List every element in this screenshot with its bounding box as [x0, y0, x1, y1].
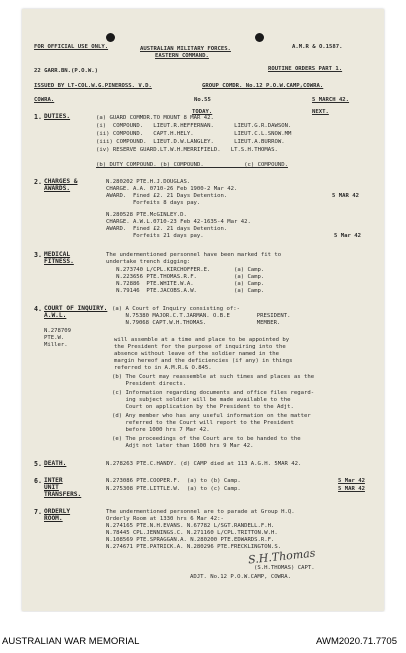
orderly-line: Orderly Room at 1330 hrs 6 Mar 42:-: [106, 516, 224, 522]
charge-line: Forfeits 8 days pay.: [106, 200, 201, 206]
charge-line: CHARGE. A.W.L.0710-23 Feb 42-1635-4 Mar 42.: [106, 219, 251, 225]
section-title-charges: CHARGES &: [44, 178, 78, 185]
inquiry-line: margin hereof and the deficiencies (if any) in things: [114, 358, 293, 364]
inquiry-line: (d) Any member who has any useful information on the matter: [112, 413, 311, 419]
duty-line: (b) DUTY COMPOUND. (b) COMPOUND. (c) COMPOUND.: [96, 162, 288, 168]
unit-name: 22 GARR.BN.(P.O.W.): [34, 68, 98, 74]
document-page: [22, 9, 384, 611]
section-title-room: ROOM.: [44, 515, 63, 522]
section-number: 4.: [34, 305, 42, 313]
duty-line: (i) COMPOUND. LIEUT.R.HEFFERNAN. LIEUT.G.R.DAWSON.: [96, 123, 292, 129]
inquiry-line: (c) Information regarding documents and office files regard-: [112, 390, 315, 396]
inquiry-line: N.75380 MAJOR.C.T.JARMAN. O.B.E PRESIDENT.: [112, 313, 291, 319]
medical-line: N.223656 PTE.THOMAS.R.F. (a) Camp.: [106, 274, 265, 280]
inquiry-line: absence without leave of the soldier named in the: [114, 351, 280, 357]
inquiry-line: will assemble at a time and place to be appointed by: [114, 337, 290, 343]
inquiry-line: before 1000 hrs 7 Mar 42.: [112, 427, 210, 433]
section-number: 5.: [34, 460, 42, 468]
orderly-line: N.78445 CPL.JENNINGS.C. N.271160 L/CPL.TRITTON.W.H.: [106, 530, 278, 536]
duty-line: (iii) COMPOUND. LIEUT.D.W.LANGLEY. LIEUT.A.BURROW.: [96, 139, 285, 145]
transfer-line: N.275308 PTE.LITTLE.W. (a) to (c) Camp.: [106, 486, 241, 492]
column-next: NEXT.: [312, 109, 329, 115]
stamp-date: 5 Mar 42: [334, 233, 361, 239]
charge-line: AWARD. Fined £2. 21 days Detention.: [106, 226, 228, 232]
soldier-name: Miller.: [44, 342, 68, 348]
charge-line: AWARD. Fined £2. 21 Days Detention.: [106, 193, 228, 199]
charge-line: CHARGE. A.A. 0710-26 Feb 1900-2 Mar 42.: [106, 186, 238, 192]
transfer-line: N.273086 PTE.COOPER.F. (a) to (b) Camp.: [106, 478, 241, 484]
charge-line: Forfeits 21 days pay.: [106, 233, 204, 239]
charge-line: N.280528 PTE.McGINLEY.D.: [106, 212, 187, 218]
stamp-date: 5 MAR 42: [332, 193, 359, 199]
footer-institution: AUSTRALIAN WAR MEMORIAL: [2, 636, 140, 647]
order-date: 5 MARCH 42.: [312, 97, 350, 103]
section-number: 7.: [34, 508, 42, 516]
section-title-orderly: ORDERLY: [44, 508, 71, 515]
death-line: N.278263 PTE.C.HANDY. (d) CAMP died at 113 A.G.H. 5MAR 42.: [106, 461, 302, 467]
duty-line: (ii) COMPOUND. CAPT.H.HELY. LIEUT.C.L.SNOW.MM: [96, 131, 292, 137]
footer-accession-number: AWM2020.71.7705: [316, 636, 397, 647]
medical-line: undertake trench digging:: [106, 259, 191, 265]
orderly-line: N.108569 PTE.SPRAGGAN.A. N.280200 PTE.EDWARDS.R.F.: [106, 537, 275, 543]
punch-hole-icon: [106, 33, 115, 42]
inquiry-line: Court on application by the President to the Adjt.: [112, 404, 294, 410]
section-number: 3.: [34, 251, 42, 259]
section-number: 2.: [34, 178, 42, 186]
inquiry-line: President directs.: [112, 381, 187, 387]
signatory-title: ADJT. No.12 P.O.W.CAMP, COWRA.: [190, 574, 292, 580]
orderly-line: N.274671 PTE.PATRICK.A. N.280296 PTE.FRECKLINGTON.S.: [106, 544, 282, 550]
classification: FOR OFFICIAL USE ONLY.: [34, 44, 109, 50]
inquiry-line: Adjt not later than 1600 hrs 9 Mar 42.: [112, 443, 254, 449]
section-title-transfers: TRANSFERS.: [44, 491, 82, 498]
stamp-date: 5 MAR 42: [338, 486, 365, 492]
force-title: AUSTRALIAN MILITARY FORCES.: [140, 46, 231, 52]
inquiry-line: referred to in A.M.R.& O.845.: [114, 365, 212, 371]
section-title-awl: A.W.L.: [44, 312, 67, 319]
inquiry-line: ing subject soldier will be made available to the: [112, 397, 291, 403]
orderly-line: The undermentioned personnel are to parade at Group H.Q.: [106, 509, 295, 515]
section-number: 1.: [34, 113, 42, 121]
section-title-medical: MEDICAL: [44, 251, 71, 258]
inquiry-line: (a) A Court of Inquiry consisting of:-: [112, 306, 240, 312]
soldier-number: N.278709: [44, 328, 71, 334]
section-title-awards: AWARDS.: [44, 185, 71, 192]
section-title-inquiry: COURT OF INQUIRY.: [44, 305, 108, 312]
orderly-line: N.274165 PTE.N.H.EVANS. N.67782 L/SGT.RANDELL.F.H.: [106, 523, 275, 529]
inquiry-line: (b) The Court may reassemble at such times and places as the: [112, 374, 315, 380]
order-number: No.55: [194, 97, 211, 103]
duty-line: (a) GUARD COMMDR.TO MOUNT 8 MAR 42.: [96, 115, 214, 121]
section-title-death: DEATH.: [44, 460, 67, 467]
section-title-inter: INTER: [44, 477, 63, 484]
inquiry-line: (e) The proceedings of the Court are to be handed to the: [112, 436, 301, 442]
inquiry-line: the President for the purpose of inquiring into the: [114, 344, 286, 350]
medical-line: N.72886 PTE.WHITE.W.A. (a) Camp.: [106, 281, 265, 287]
medical-line: N.273740 L/CPL.KIRCHOFFER.E. (a) Camp.: [106, 267, 265, 273]
inquiry-line: N.79068 CAPT.W.H.THOMAS. MEMBER.: [112, 320, 281, 326]
duty-line: (iv) RESERVE GUARD.LT.W.H.MERRIFIELD. LT.S.H.THOMAS.: [96, 147, 278, 153]
section-number: 6.: [34, 477, 42, 485]
section-title-duties: DUTIES.: [44, 113, 71, 120]
soldier-rank: PTE.W.: [44, 335, 65, 341]
section-title-unit: UNIT: [44, 484, 59, 491]
form-reference: A.M.R & O.1587.: [292, 44, 343, 50]
issued-by: ISSUED BY LT-COL.W.G.PINEROSS. V.D.: [34, 83, 152, 89]
orders-title: ROUTINE ORDERS PART 1.: [268, 66, 343, 72]
section-title-fitness: FITNESS.: [44, 258, 74, 265]
inquiry-line: referred to the Court will report to the President: [112, 420, 294, 426]
command-title: EASTERN COMMAND.: [155, 53, 209, 59]
group-commander: GROUP COMDR. No.12 P.O.W.CAMP,COWRA.: [202, 83, 324, 89]
stamp-date: 5 Mar 42: [338, 478, 365, 484]
medical-line: The undermentioned personnel have been marked fit to: [106, 252, 282, 258]
charge-line: N.280202 PTE.H.J.DOUGLAS.: [106, 179, 191, 185]
place: COWRA.: [34, 97, 55, 103]
signatory-name: (S.H.THOMAS) CAPT.: [254, 565, 315, 571]
archive-footer: [0, 612, 406, 653]
column-today: TODAY.: [192, 109, 213, 115]
punch-hole-icon: [255, 33, 264, 42]
handwritten-signature: S.H.Thomas: [247, 546, 316, 567]
medical-line: N.79146 PTE.JACOBS.A.W. (a) Camp.: [106, 288, 265, 294]
